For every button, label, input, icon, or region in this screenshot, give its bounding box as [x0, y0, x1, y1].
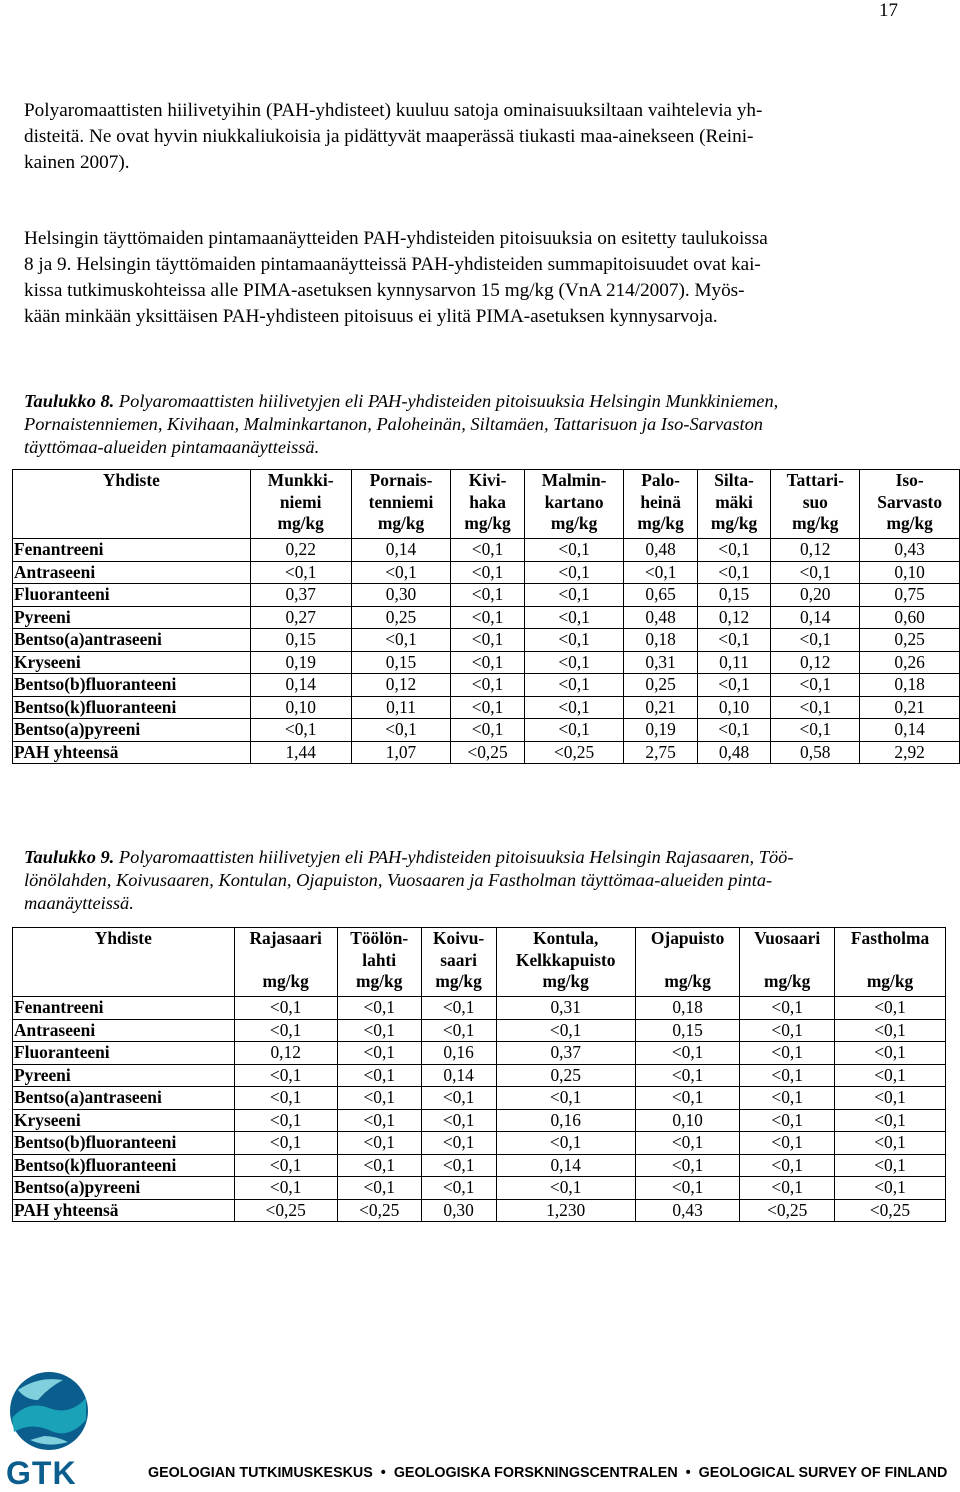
header-line: mg/kg: [792, 513, 839, 533]
value-cell: 1,44: [250, 741, 351, 764]
value-cell: 0,21: [624, 696, 697, 719]
header-line: tenniemi: [368, 491, 434, 512]
header-line: [15, 513, 248, 535]
header-line: [15, 492, 248, 514]
value-cell: 0,30: [421, 1199, 496, 1222]
value-cell: 0,48: [624, 606, 697, 629]
gtk-logo-text: GTK: [6, 1455, 77, 1491]
compound-name-cell: Pyreeni: [13, 1064, 235, 1087]
table-row: [13, 997, 946, 1020]
header-line: mäki: [715, 491, 753, 512]
header-line: suo: [802, 491, 828, 512]
value-cell: 0,10: [860, 561, 960, 584]
value-cell: 0,26: [860, 651, 960, 674]
value-cell: <0,1: [771, 561, 860, 584]
value-cell: <0,1: [451, 651, 524, 674]
value-cell: <0,1: [421, 1019, 496, 1042]
header-line: Sarvasto: [877, 491, 943, 512]
table-row: [13, 584, 960, 607]
value-cell: <0,1: [234, 1109, 337, 1132]
value-cell: <0,1: [524, 584, 624, 607]
value-cell: <0,1: [524, 561, 624, 584]
table-row: [13, 696, 960, 719]
value-cell: 0,11: [697, 651, 770, 674]
table-row: [13, 1177, 946, 1200]
header-line: mg/kg: [550, 513, 598, 533]
column-header: [234, 928, 337, 997]
value-cell: <0,1: [337, 1154, 421, 1177]
compound-name-cell: Bentso(a)pyreeni: [13, 1177, 235, 1200]
value-cell: <0,1: [835, 1109, 946, 1132]
column-header: [451, 470, 524, 539]
paragraph-line: kainen 2007).: [24, 152, 130, 173]
intro-paragraph: [24, 98, 919, 176]
header-line: mg/kg: [886, 513, 933, 533]
paragraph-line: 8 ja 9. Helsingin täyttömaiden pintamaanäytteissä PAH-yhdisteiden summapitoisuudet ovat kai-: [24, 254, 761, 275]
header-line: Munkki-: [267, 470, 334, 490]
value-cell: <0,1: [524, 696, 624, 719]
value-cell: <0,1: [524, 674, 624, 697]
value-cell: <0,1: [234, 1177, 337, 1200]
header-line: mg/kg: [435, 971, 482, 991]
table-row: [13, 674, 960, 697]
table-row: [13, 1199, 946, 1222]
value-cell: <0,1: [250, 719, 351, 742]
value-cell: <0,1: [635, 1087, 740, 1110]
header-line: Silta-: [714, 470, 754, 490]
value-cell: 0,16: [421, 1042, 496, 1065]
value-cell: 0,25: [496, 1064, 635, 1087]
compound-name-cell: Fluoranteeni: [13, 1042, 235, 1065]
compound-name-cell: Bentso(k)fluoranteeni: [13, 1154, 235, 1177]
gtk-globe-logo-icon: [8, 1370, 90, 1452]
value-cell: 0,25: [624, 674, 697, 697]
value-cell: <0,1: [496, 1132, 635, 1155]
value-cell: <0,1: [421, 1132, 496, 1155]
value-cell: <0,1: [835, 1154, 946, 1177]
value-cell: 0,48: [697, 741, 770, 764]
value-cell: 0,18: [624, 629, 697, 652]
value-cell: <0,1: [451, 584, 524, 607]
value-cell: <0,25: [524, 741, 624, 764]
value-cell: 0,15: [697, 584, 770, 607]
value-cell: <0,1: [697, 629, 770, 652]
column-header-compound: [13, 470, 251, 539]
value-cell: 0,21: [860, 696, 960, 719]
table-row: [13, 539, 960, 562]
table-row: [13, 651, 960, 674]
column-header: [250, 470, 351, 539]
column-header: [496, 928, 635, 997]
value-cell: <0,1: [337, 1064, 421, 1087]
header-line: Iso-: [895, 470, 924, 490]
header-line: mg/kg: [377, 513, 425, 533]
value-cell: <0,1: [740, 1109, 835, 1132]
value-cell: <0,1: [496, 1177, 635, 1200]
caption-line: maanäytteissä.: [24, 893, 134, 913]
value-cell: 0,43: [860, 539, 960, 562]
table-row: [13, 719, 960, 742]
value-cell: 0,22: [250, 539, 351, 562]
compound-name-cell: Fenantreeni: [13, 997, 235, 1020]
column-header: [337, 928, 421, 997]
value-cell: <0,1: [697, 561, 770, 584]
column-header: [635, 928, 740, 997]
header-line: Malmin-: [541, 470, 607, 490]
value-cell: <0,1: [524, 606, 624, 629]
value-cell: <0,1: [496, 1087, 635, 1110]
column-header: [421, 928, 496, 997]
value-cell: 0,31: [624, 651, 697, 674]
header-line: [15, 950, 232, 972]
compound-name-cell: Kryseeni: [13, 651, 251, 674]
value-cell: 0,20: [771, 584, 860, 607]
table-header-row: [13, 470, 960, 539]
value-cell: 0,60: [860, 606, 960, 629]
table8: [12, 469, 960, 764]
value-cell: 0,18: [860, 674, 960, 697]
value-cell: <0,25: [234, 1199, 337, 1222]
value-cell: 0,11: [351, 696, 451, 719]
caption-line: täyttömaa-alueiden pintamaanäytteissä.: [24, 437, 320, 457]
caption-line: Polyaromaattisten hiilivetyjen eli PAH-yhdisteiden pitoisuuksia Helsingin Munkkiniemen,: [114, 391, 779, 411]
compound-name-cell: PAH yhteensä: [13, 1199, 235, 1222]
value-cell: <0,1: [635, 1042, 740, 1065]
table-row: [13, 1109, 946, 1132]
table8-caption: [24, 390, 924, 459]
compound-name-cell: Bentso(k)fluoranteeni: [13, 696, 251, 719]
value-cell: <0,1: [697, 539, 770, 562]
value-cell: <0,25: [337, 1199, 421, 1222]
compound-name-cell: Pyreeni: [13, 606, 251, 629]
value-cell: <0,1: [740, 1042, 835, 1065]
value-cell: 0,37: [250, 584, 351, 607]
header-line: Ojapuisto: [650, 928, 725, 948]
value-cell: <0,1: [740, 1154, 835, 1177]
value-cell: <0,1: [771, 629, 860, 652]
value-cell: <0,1: [740, 997, 835, 1020]
table-row: [13, 1064, 946, 1087]
value-cell: <0,1: [337, 1087, 421, 1110]
value-cell: 0,10: [697, 696, 770, 719]
value-cell: <0,1: [421, 1087, 496, 1110]
table-row: [13, 1087, 946, 1110]
value-cell: <0,1: [697, 719, 770, 742]
value-cell: <0,1: [524, 539, 624, 562]
table-row: [13, 629, 960, 652]
value-cell: <0,1: [624, 561, 697, 584]
value-cell: 0,19: [624, 719, 697, 742]
value-cell: <0,1: [337, 1132, 421, 1155]
value-cell: 0,14: [351, 539, 451, 562]
header-line: Yhdiste: [102, 470, 160, 490]
header-line: mg/kg: [356, 971, 403, 991]
header-line: mg/kg: [262, 971, 309, 991]
value-cell: <0,1: [451, 629, 524, 652]
header-line: mg/kg: [664, 971, 711, 991]
value-cell: <0,1: [740, 1064, 835, 1087]
value-cell: <0,1: [337, 1109, 421, 1132]
value-cell: 0,18: [635, 997, 740, 1020]
header-line: Palo-: [641, 470, 680, 490]
separator-dot: •: [380, 1465, 386, 1481]
table-row: [13, 561, 960, 584]
header-line: Kivi-: [468, 470, 507, 490]
caption-line: Pornaistenniemen, Kivihaan, Malminkartanon, Paloheinän, Siltamäen, Tattarisuon ja Iso-Sarvaston: [24, 414, 764, 434]
value-cell: <0,1: [771, 719, 860, 742]
value-cell: <0,1: [351, 629, 451, 652]
value-cell: <0,1: [451, 606, 524, 629]
value-cell: <0,1: [740, 1132, 835, 1155]
value-cell: <0,1: [524, 629, 624, 652]
value-cell: 0,12: [771, 651, 860, 674]
page-number: 17: [879, 0, 898, 21]
table-row: [13, 1042, 946, 1065]
value-cell: 0,14: [771, 606, 860, 629]
column-header: [624, 470, 697, 539]
header-line: mg/kg: [542, 971, 589, 991]
value-cell: 0,12: [351, 674, 451, 697]
value-cell: 0,58: [771, 741, 860, 764]
value-cell: <0,1: [421, 1177, 496, 1200]
value-cell: <0,1: [234, 997, 337, 1020]
value-cell: 0,10: [250, 696, 351, 719]
value-cell: 0,14: [860, 719, 960, 742]
header-line: mg/kg: [710, 513, 758, 533]
value-cell: 2,75: [624, 741, 697, 764]
org-name-en: GEOLOGICAL SURVEY OF FINLAND: [698, 1465, 948, 1481]
table9: [12, 927, 946, 1222]
page-footer: [0, 1365, 960, 1491]
value-cell: <0,1: [835, 997, 946, 1020]
header-line: mg/kg: [763, 971, 811, 991]
paragraph-line: kään minkään yksittäisen PAH-yhdisteen pitoisuus ei ylitä PIMA-asetuksen kynnysarvoja.: [24, 306, 718, 327]
value-cell: <0,1: [421, 1109, 496, 1132]
header-line: kartano: [544, 491, 604, 512]
value-cell: 0,12: [697, 606, 770, 629]
table-row: [13, 741, 960, 764]
caption-line: lönölahden, Koivusaaren, Kontulan, Ojapuiston, Vuosaaren ja Fastholman täyttömaa-alueiden pinta-: [24, 870, 773, 890]
paragraph-line: Polyaromaattisten hiilivetyihin (PAH-yhdisteet) kuuluu satoja ominaisuuksiltaan vaihtelevia yh-: [24, 100, 763, 121]
column-header: [740, 928, 835, 997]
value-cell: <0,1: [250, 561, 351, 584]
value-cell: 0,37: [496, 1042, 635, 1065]
header-line: heinä: [640, 491, 681, 512]
value-cell: <0,1: [835, 1019, 946, 1042]
value-cell: 0,25: [351, 606, 451, 629]
header-line: lahti: [362, 949, 397, 970]
organization-names: [148, 1465, 947, 1481]
value-cell: 0,10: [635, 1109, 740, 1132]
header-line: Töölön-: [350, 928, 409, 948]
header-line: mg/kg: [277, 513, 324, 533]
compound-name-cell: Fluoranteeni: [13, 584, 251, 607]
header-line: [742, 950, 832, 972]
value-cell: <0,25: [835, 1199, 946, 1222]
table-row: [13, 1154, 946, 1177]
value-cell: 0,15: [250, 629, 351, 652]
value-cell: <0,1: [496, 1019, 635, 1042]
header-line: Tattari-: [786, 470, 844, 490]
caption-line: Polyaromaattisten hiilivetyjen eli PAH-yhdisteiden pitoisuuksia Helsingin Rajasaaren, Töö-: [114, 847, 794, 867]
table-header-row: [13, 928, 946, 997]
column-header: [697, 470, 770, 539]
value-cell: <0,1: [451, 561, 524, 584]
table-row: [13, 1019, 946, 1042]
value-cell: <0,1: [835, 1087, 946, 1110]
header-line: Vuosaari: [754, 928, 821, 948]
value-cell: <0,1: [451, 719, 524, 742]
value-cell: <0,1: [451, 674, 524, 697]
value-cell: <0,1: [337, 997, 421, 1020]
value-cell: <0,1: [697, 674, 770, 697]
separator-dot: •: [685, 1465, 691, 1481]
value-cell: 0,19: [250, 651, 351, 674]
value-cell: <0,1: [740, 1177, 835, 1200]
header-line: [15, 971, 232, 993]
header-line: mg/kg: [464, 513, 511, 533]
column-header-compound: [13, 928, 235, 997]
value-cell: 0,30: [351, 584, 451, 607]
value-cell: <0,1: [337, 1019, 421, 1042]
header-line: Kontula,: [533, 928, 599, 948]
column-header: [351, 470, 451, 539]
header-line: saari: [440, 949, 477, 970]
table8-label: Taulukko 8.: [24, 391, 115, 411]
value-cell: 0,43: [635, 1199, 740, 1222]
header-line: Yhdiste: [94, 928, 152, 948]
paragraph-line: Helsingin täyttömaiden pintamaanäytteiden PAH-yhdisteiden pitoisuuksia on esitetty taulukoissa: [24, 228, 768, 249]
header-line: Fastholma: [850, 928, 930, 948]
value-cell: <0,1: [635, 1177, 740, 1200]
value-cell: <0,1: [635, 1132, 740, 1155]
value-cell: <0,1: [421, 1154, 496, 1177]
value-cell: <0,1: [835, 1042, 946, 1065]
value-cell: 0,25: [860, 629, 960, 652]
compound-name-cell: Bentso(a)antraseeni: [13, 629, 251, 652]
value-cell: <0,1: [234, 1132, 337, 1155]
value-cell: <0,1: [740, 1019, 835, 1042]
header-line: [638, 950, 738, 972]
value-cell: 1,07: [351, 741, 451, 764]
value-cell: 0,15: [351, 651, 451, 674]
value-cell: <0,1: [740, 1087, 835, 1110]
value-cell: <0,1: [635, 1154, 740, 1177]
value-cell: <0,1: [524, 651, 624, 674]
value-cell: 2,92: [860, 741, 960, 764]
value-cell: <0,1: [351, 719, 451, 742]
value-cell: 0,14: [421, 1064, 496, 1087]
value-cell: 0,14: [496, 1154, 635, 1177]
compound-name-cell: Fenantreeni: [13, 539, 251, 562]
value-cell: <0,1: [835, 1132, 946, 1155]
value-cell: 0,75: [860, 584, 960, 607]
value-cell: 0,31: [496, 997, 635, 1020]
compound-name-cell: Bentso(a)pyreeni: [13, 719, 251, 742]
org-name-fi: GEOLOGIAN TUTKIMUSKESKUS: [148, 1465, 373, 1481]
paragraph-line: disteitä. Ne ovat hyvin niukkaliukoisia ja pidättyvät maaperässä tiukasti maa-ainekseen (Reini-: [24, 126, 754, 147]
table-row: [13, 606, 960, 629]
org-name-sv: GEOLOGISKA FORSKNINGSCENTRALEN: [393, 1465, 678, 1481]
value-cell: <0,1: [771, 696, 860, 719]
column-header: [835, 928, 946, 997]
value-cell: <0,1: [234, 1064, 337, 1087]
value-cell: 0,14: [250, 674, 351, 697]
table9-label: Taulukko 9.: [24, 847, 115, 867]
value-cell: <0,1: [451, 696, 524, 719]
table-row: [13, 1132, 946, 1155]
header-line: haka: [469, 491, 506, 512]
header-line: [237, 950, 335, 972]
value-cell: 1,230: [496, 1199, 635, 1222]
column-header: [860, 470, 960, 539]
value-cell: 0,48: [624, 539, 697, 562]
paragraph-line: kissa tutkimuskohteissa alle PIMA-asetuksen kynnysarvon 15 mg/kg (VnA 214/2007). Myös-: [24, 280, 745, 301]
compound-name-cell: Bentso(b)fluoranteeni: [13, 1132, 235, 1155]
header-line: mg/kg: [866, 971, 914, 991]
value-cell: <0,1: [337, 1177, 421, 1200]
value-cell: 0,27: [250, 606, 351, 629]
value-cell: <0,1: [234, 1154, 337, 1177]
value-cell: 0,12: [234, 1042, 337, 1065]
value-cell: <0,1: [635, 1064, 740, 1087]
compound-name-cell: PAH yhteensä: [13, 741, 251, 764]
value-cell: <0,1: [337, 1042, 421, 1065]
header-line: Kelkkapuisto: [515, 949, 616, 970]
value-cell: <0,1: [771, 674, 860, 697]
value-cell: <0,1: [351, 561, 451, 584]
value-cell: <0,1: [451, 539, 524, 562]
value-cell: <0,25: [451, 741, 524, 764]
value-cell: 0,65: [624, 584, 697, 607]
value-cell: <0,1: [835, 1064, 946, 1087]
value-cell: <0,1: [234, 1087, 337, 1110]
value-cell: <0,1: [835, 1177, 946, 1200]
header-line: [837, 950, 943, 972]
header-line: mg/kg: [637, 513, 684, 533]
value-cell: <0,1: [524, 719, 624, 742]
value-cell: <0,25: [740, 1199, 835, 1222]
compound-name-cell: Bentso(a)antraseeni: [13, 1087, 235, 1110]
header-line: Pornais-: [369, 470, 433, 490]
table9-caption: [24, 846, 924, 915]
column-header: [524, 470, 624, 539]
value-cell: <0,1: [421, 997, 496, 1020]
compound-name-cell: Antraseeni: [13, 561, 251, 584]
value-cell: 0,16: [496, 1109, 635, 1132]
value-cell: 0,12: [771, 539, 860, 562]
compound-name-cell: Kryseeni: [13, 1109, 235, 1132]
column-header: [771, 470, 860, 539]
header-line: Rajasaari: [249, 928, 322, 948]
compound-name-cell: Antraseeni: [13, 1019, 235, 1042]
compound-name-cell: Bentso(b)fluoranteeni: [13, 674, 251, 697]
value-cell: 0,15: [635, 1019, 740, 1042]
value-cell: <0,1: [234, 1019, 337, 1042]
summary-paragraph: [24, 226, 919, 330]
header-line: Koivu-: [433, 928, 485, 948]
header-line: niemi: [279, 491, 322, 512]
